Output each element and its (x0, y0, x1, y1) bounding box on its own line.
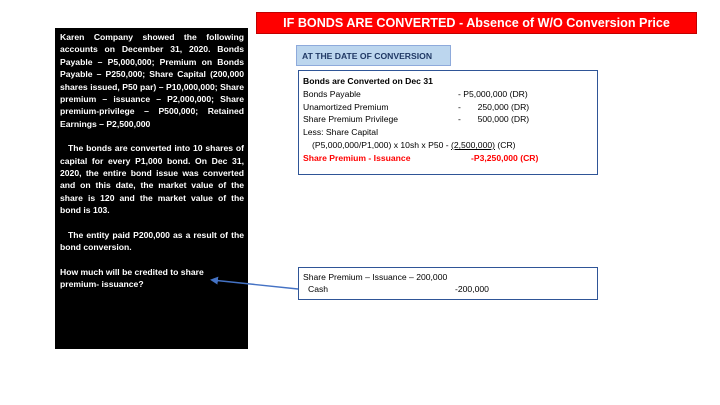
entry-row-label: Bonds Payable (303, 88, 361, 99)
entry-row-label: Share Premium Privilege (303, 114, 399, 125)
entry-row-amount: - P5,000,000 (DR) (458, 88, 528, 99)
formula-amount: (2,500,000) (451, 139, 495, 150)
problem-question: How much will be credited to share premium- issuance? (60, 266, 204, 289)
entry-row-bonds-payable (303, 88, 597, 101)
cash-payment-entry-box (298, 267, 598, 300)
cash-entry-credit (303, 283, 597, 295)
cash-amount: -200,000 (455, 284, 489, 294)
entry-row-share-premium-privilege (303, 113, 597, 126)
problem-panel (55, 28, 248, 349)
entry-result-share-premium-issuance (303, 152, 597, 165)
entry-row-amount: - 250,000 (DR) (458, 101, 530, 112)
entry-row-label: Unamortized Premium (303, 101, 389, 112)
formula-text: (P5,000,000/P1,000) x 10sh x P50 - (312, 139, 452, 150)
date-of-conversion-label: AT THE DATE OF CONVERSION (296, 45, 451, 66)
cash-entry-debit: Share Premium – Issuance – 200,000 (303, 272, 448, 282)
result-amount: -P3,250,000 (CR) (471, 152, 539, 163)
problem-paragraph-conversion: The bonds are converted into 10 shares of capital for every P1,000 bond. On Dec 31, 2020, the entire bond issue was converted and on this date, the market value of the share is 120 and the market value of the bond is 103. (60, 143, 244, 216)
entry-row-amount: - 500,000 (DR) (458, 114, 530, 125)
entry-formula (303, 139, 597, 152)
result-label: Share Premium - Issuance (303, 152, 411, 163)
entry-row-unamortized-premium (303, 101, 597, 114)
problem-paragraph-payment: The entity paid P200,000 as a result of the bond conversion. (60, 229, 244, 253)
problem-paragraph-accounts: Karen Company showed the following accounts on December 31, 2020. Bonds Payable – P5,000,000; Premium on Bonds Payable – P250,000; Share Capital (200,000 shares issued, P50 par) – P10,000,000; Share premium – issuance – P2,000,000; Share premium-privilege – P500,000; Retained Earnings – P2,500,000 (60, 32, 244, 129)
entry-less-share-capital: Less: Share Capital (303, 127, 378, 138)
formula-suffix: (CR) (495, 139, 516, 150)
slide-title: IF BONDS ARE CONVERTED - Absence of W/O Conversion Price (256, 12, 697, 34)
entry-heading: Bonds are Converted on Dec 31 (303, 76, 433, 86)
journal-entry-box (298, 70, 598, 175)
cash-label: Cash (308, 284, 329, 294)
